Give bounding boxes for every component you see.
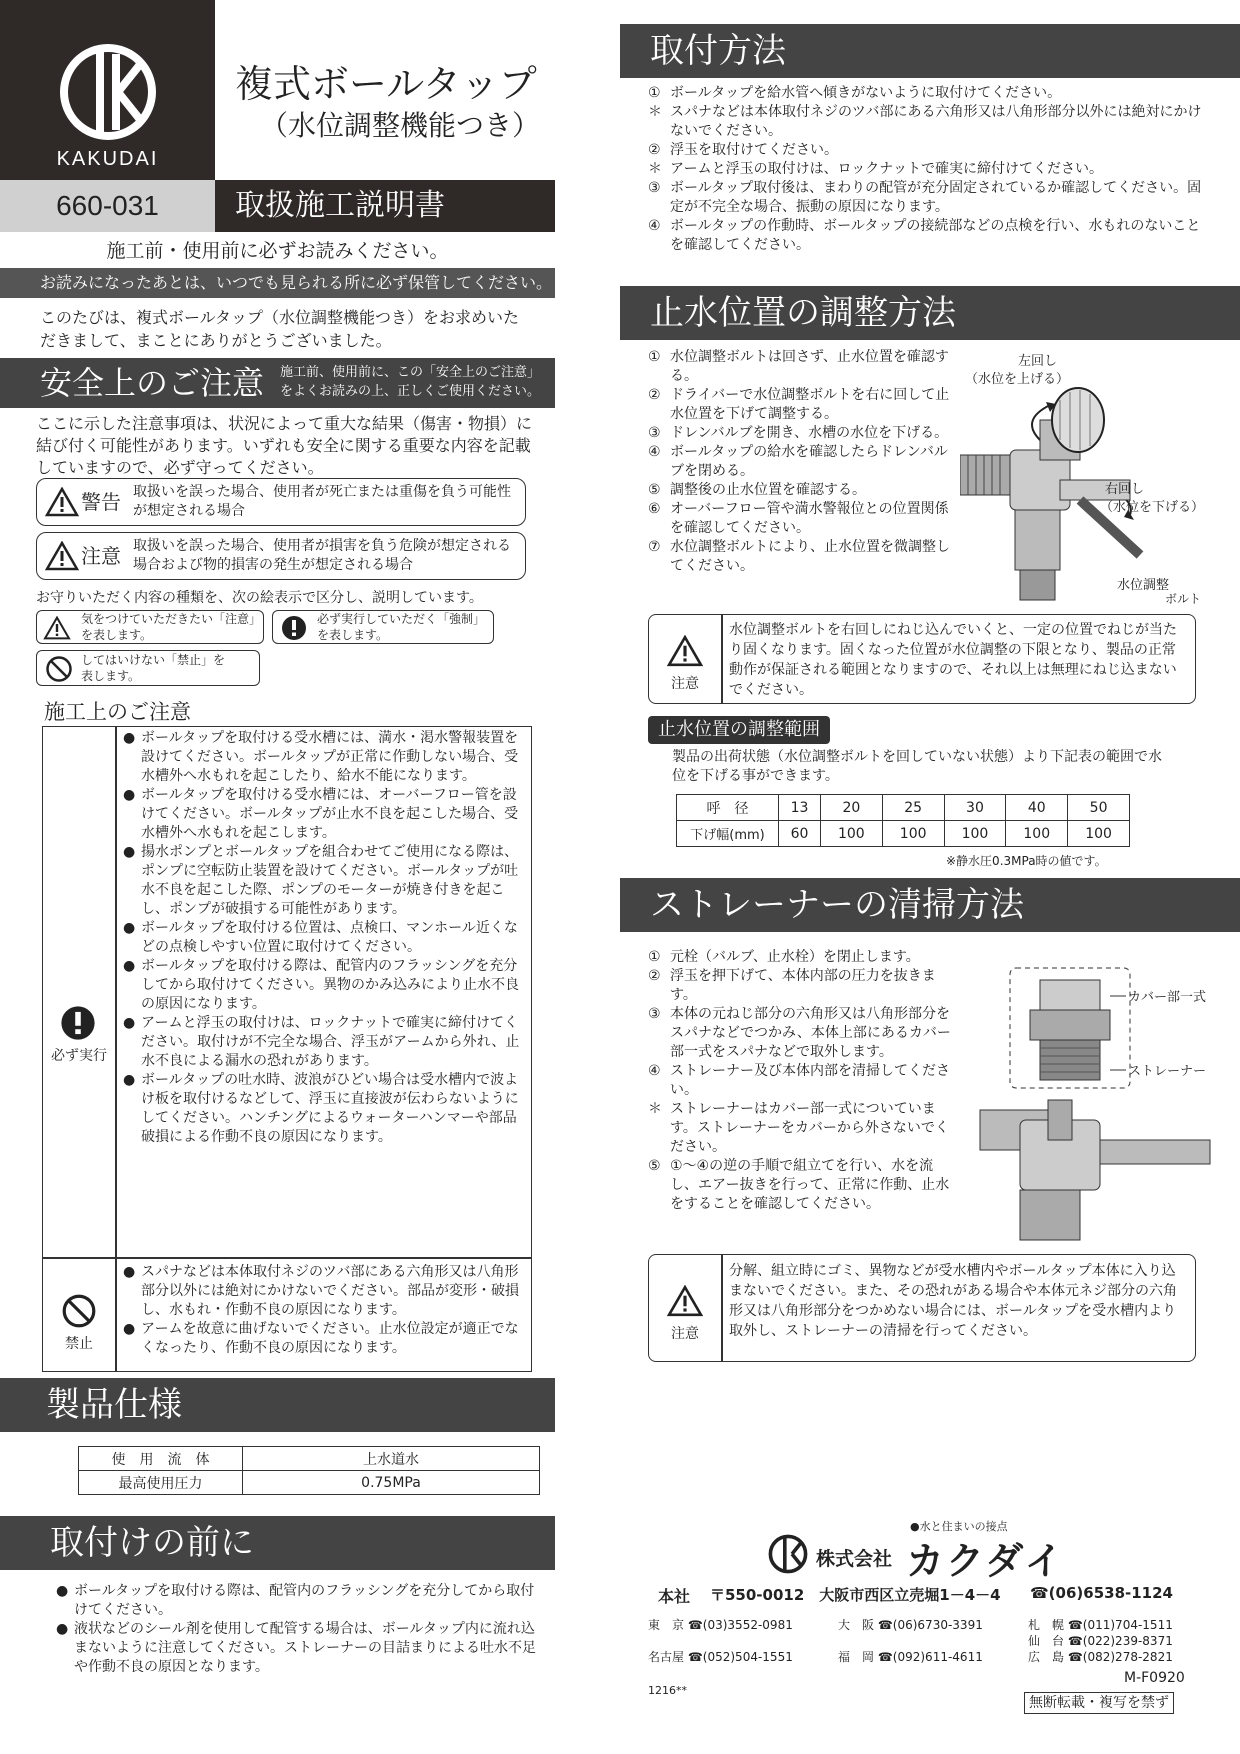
table-row [677, 821, 1130, 847]
prohibit-icon [61, 1293, 97, 1329]
range-title: 止水位置の調整範囲 [648, 716, 830, 744]
range-value: 100 [1068, 821, 1130, 847]
branch-item: 東 京 ☎(03)3552-0981 [648, 1618, 793, 1632]
strainer-title-bar [620, 878, 1240, 932]
strainer-title: ストレーナーの清掃方法 [650, 885, 1024, 925]
before-title-bar [0, 1516, 555, 1570]
construction-divider-h [43, 1257, 531, 1259]
list-item: ● スパナなどは本体取付ネジのツバ部にある六角形又は八角形部分以外には絶対にかけないでください。部品が変形・破損し、水もれ・作動不良の原因になります。 [123, 1263, 523, 1320]
caution-triangle-icon [667, 1285, 703, 1317]
fig-bolt-2: ボルト [1165, 592, 1202, 606]
caution-box [36, 532, 526, 580]
list-item: ④ ボールタップの作動時、ボールタップの接続部などの点検を行い、水もれのないことを確認してください。 [648, 218, 1201, 253]
install-title: 取付方法 [650, 31, 786, 71]
range-header-label: 呼 径 [677, 795, 779, 821]
range-value: 100 [820, 821, 882, 847]
company-name-prefix: 株式会社 [816, 1548, 893, 1570]
hq-address: 〒550-0012 大阪市西区立売堀1－4－4 [710, 1586, 1001, 1604]
hq-label: 本社 [658, 1587, 691, 1606]
company-tagline: ●水と住まいの接点 [910, 1520, 1008, 1533]
range-value: 100 [1006, 821, 1068, 847]
list-item: ③ ドレンバルブを開き、水槽の水位を下げる。 [648, 425, 949, 441]
list-item: ● ボールタップを取付ける際は、配管内のフラッシングを充分してから取付けてください。 [56, 1582, 536, 1620]
caution-text: 水位調整ボルトを右回しにねじ込んでいくと、一定の位置でねじが当たり固くなります。固くなった位置が水位調整の下限となり、製品の正常動作が保証される範囲となりますので、それ以上は無理にねじ込まないでください。 [729, 622, 1177, 698]
mandatory-icon [60, 1005, 96, 1041]
list-item: ② 浮玉を取付けてください。 [648, 142, 838, 158]
caution-label: 注意 [81, 544, 121, 568]
spec-value: 上水道水 [243, 1447, 540, 1471]
adjust-list [648, 348, 956, 576]
list-item: ③ 本体の元ねじ部分の六角形又は八角形部分をスパナなどでつかみ、本体上部にあるカバー部一式をスパナなどで取外します。 [648, 1006, 951, 1060]
safety-intro: ここに示した注意事項は、状況によって重大な結果（傷害・物損）に結び付く可能性があります。いずれも安全に関する重要な内容を記載していますので、必ず守ってください。 [36, 414, 533, 477]
fig-right-note: （水位を下げる） [1100, 500, 1205, 515]
ball-tap-valve-illustration [960, 380, 1220, 610]
list-item: ⑦ 水位調整ボルトにより、止水位置を微調整してください。 [648, 539, 950, 574]
list-item: ● 液状などのシール剤を使用して配管する場合は、ボールタップ内に流れ込まないように注意してください。ストレーナーの目詰まりによる吐水不足や作動不良の原因となります。 [56, 1620, 536, 1677]
legend-mandatory [272, 610, 494, 644]
fig-strainer-label: ストレーナー [1128, 1064, 1207, 1079]
range-size: 13 [779, 795, 821, 821]
doc-type: 取扱施工説明書 [215, 180, 555, 232]
company-name: カクダイ [906, 1539, 1065, 1583]
keep-notice: お読みになったあとは、いつでも見られる所に必ず保管してください。 [0, 268, 555, 298]
strainer-list [648, 948, 956, 1214]
table-row [79, 1447, 540, 1471]
range-size: 40 [1006, 795, 1068, 821]
range-table [676, 794, 1130, 847]
warning-text: 取扱いを誤った場合、使用者が死亡または重傷を負う可能性が想定される場合 [133, 484, 511, 519]
fig-bolt-1: 水位調整 [1117, 578, 1170, 593]
spec-table [78, 1446, 540, 1495]
branch-item: 広 島 ☎(082)278-2821 [1028, 1650, 1173, 1664]
product-subtitle: （水位調整機能つき） [260, 109, 541, 142]
before-title: 取付けの前に [50, 1523, 254, 1563]
range-value-label: 下げ幅(mm) [677, 821, 779, 847]
branch-item: 福 岡 ☎(092)611-4611 [838, 1650, 983, 1664]
list-item: ● ボールタップを取付ける受水槽には、オーバーフロー管を設けてください。ボールタップが止水不良を起こした場合、受水槽外へ水もれを起こします。 [123, 786, 523, 843]
kakudai-logo-icon [58, 42, 158, 142]
list-item: ① 水位調整ボルトは回さず、止水位置を確認する。 [648, 349, 949, 384]
list-item: ● ボールタップを取付ける際は、配管内のフラッシングを充分してから取付けてください。異物のかみ込みにより止水不良の原因になります。 [123, 957, 523, 1014]
list-item: ● アームを故意に曲げないでください。止水位設定が適正でなくなったり、作動不良の原因になります。 [123, 1320, 523, 1358]
product-title: 複式ボールタップ [235, 62, 537, 106]
list-item: ＊ アームと浮玉の取付けは、ロックナットで確実に締付けてください。 [648, 161, 1104, 177]
range-note: ※静水圧0.3MPa時の値です。 [946, 854, 1107, 868]
range-value: 60 [779, 821, 821, 847]
legend-caution-text: 気をつけていただきたい「注意」を表します。 [81, 612, 262, 642]
list-item: ⑤ ①～④の逆の手順で組立てを行い、水を流し、エアー抜きを行って、正常に作動、止水をすることを確認してください。 [648, 1158, 950, 1212]
brand-name: KAKUDAI [56, 148, 159, 170]
table-row [79, 1471, 540, 1495]
caution-label: 注意 [671, 1326, 699, 1342]
list-item: ＊ スパナなどは本体取付ネジのツバ部にある六角形又は八角形部分以外には絶対にかけないでください。 [648, 104, 1202, 139]
list-item: ③ ボールタップ取付後は、まわりの配管が充分固定されているか確認してください。固定が不完全な場合、振動の原因になります。 [648, 180, 1202, 215]
must-list [123, 729, 523, 1147]
warning-box [36, 478, 526, 526]
list-item: ① 元栓（バルブ、止水栓）を閉止します。 [648, 949, 920, 965]
legend-prohibit [36, 650, 260, 686]
list-item: ② ドライバーで水位調整ボルトを右に回して止水位置を下げて調整する。 [648, 387, 950, 422]
caution-triangle-icon [667, 635, 703, 667]
caution-triangle-icon [43, 616, 71, 640]
product-code: 660-031 [0, 180, 215, 232]
adjust-figure [960, 350, 1220, 610]
safety-title-bar [0, 358, 555, 408]
list-item: ● 揚水ポンプとボールタップを組合わせてご使用になる際は、ポンプに空転防止装置を設けてください。ボールタップが吐水不良を起こした際、ポンプのモーターが焼き付きを起こし、ポンプが破損する可能性があります。 [123, 843, 523, 919]
list-item: ● ボールタップを取付ける受水槽には、満水・渇水警報装置を設けてください。ボールタップが正常に作動しない場合、受水槽外へ水もれを起こしたり、給水不能になります。 [123, 729, 523, 786]
kakudai-logo-icon [768, 1534, 808, 1574]
warning-triangle-icon [45, 487, 79, 517]
safety-note: 施工前、使用前に、この「安全上のご注意」をよくお読みの上、正しくご使用ください。 [280, 365, 541, 399]
prohibit-list [123, 1263, 523, 1358]
range-value: 100 [944, 821, 1006, 847]
adjust-title-bar [620, 286, 1240, 340]
thanks-text: このたびは、複式ボールタップ（水位調整機能つき）をお求めいただきまして、まことにありがとうございました。 [40, 308, 520, 350]
fig-cover-label: カバー部一式 [1128, 990, 1207, 1005]
list-item: ⑤ 調整後の止水位置を確認する。 [648, 482, 866, 498]
strainer-figure [960, 960, 1220, 1250]
install-title-bar [620, 24, 1240, 78]
spec-label: 最高使用圧力 [79, 1471, 243, 1495]
adjust-title: 止水位置の調整方法 [650, 293, 956, 333]
prohibit-icon [45, 655, 73, 683]
logo-block [0, 0, 215, 180]
warning-label: 警告 [81, 490, 121, 514]
range-size: 30 [944, 795, 1006, 821]
fig-left-turn: 左回し [1018, 354, 1058, 369]
construction-divider-v [115, 727, 117, 1371]
branch-item: 名古屋 ☎(052)504-1551 [648, 1650, 793, 1664]
spec-label: 使 用 流 体 [79, 1447, 243, 1471]
must-label: 必ず実行 [51, 1048, 107, 1064]
construction-title: 施工上のご注意 [44, 700, 191, 724]
legend-intro: お守りいただく内容の種類を、次の絵表示で区分し、説明しています。 [36, 590, 483, 606]
caution-text: 取扱いを誤った場合、使用者が損害を負う危険が想定される場合および物的損害の発生が想定される場合 [133, 538, 511, 573]
list-item: ⑥ オーバーフロー管や満水警報位との位置関係を確認してください。 [648, 501, 949, 536]
table-row [677, 795, 1130, 821]
spec-title-bar [0, 1378, 555, 1432]
mandatory-icon [281, 615, 307, 641]
construction-table [42, 726, 532, 1372]
fig-right-turn: 右回し [1105, 482, 1145, 497]
safety-title: 安全上のご注意 [40, 364, 265, 402]
list-item: ② 浮玉を押下げて、本体内部の圧力を抜きます。 [648, 968, 936, 1003]
branch-item: 仙 台 ☎(022)239-8371 [1028, 1634, 1173, 1648]
list-item: ④ ストレーナー及び本体内部を清掃してください。 [648, 1063, 950, 1098]
list-item: ● アームと浮玉の取付けは、ロックナットで確実に締付けてください。取付けが不完全な場合、浮玉がアームから外れ、止水不良による漏水の恐れがあります。 [123, 1014, 523, 1071]
print-code: 1216** [648, 1684, 687, 1697]
caution-triangle-icon [45, 541, 79, 571]
before-list [56, 1582, 536, 1677]
list-item: ④ ボールタップの給水を確認したらドレンバルブを閉める。 [648, 444, 948, 479]
spec-value: 0.75MPa [243, 1471, 540, 1495]
hq-tel: ☎(06)6538-1124 [1030, 1584, 1173, 1602]
spec-title: 製品仕様 [46, 1385, 182, 1425]
list-item: ● ボールタップの吐水時、波浪がひどい場合は受水槽内で波よけ板を取付けるなどして、浮玉に直接波が伝わらないようにしてください。ハンチングによるウォーターハンマーや部品破損による作動不良の原因になります。 [123, 1071, 523, 1147]
legend-mandatory-text: 必ず実行していただく「強制」を表します。 [317, 612, 486, 642]
list-item: ① ボールタップを給水管へ傾きがないように取付けてください。 [648, 85, 1062, 101]
fig-left-note: （水位を上げる） [965, 372, 1070, 387]
range-size: 20 [820, 795, 882, 821]
range-value: 100 [882, 821, 944, 847]
install-list [648, 84, 1208, 255]
prohibit-label: 禁止 [65, 1336, 93, 1352]
caution-divider [721, 1255, 723, 1361]
read-notice: 施工前・使用前に必ずお読みください。 [106, 240, 449, 262]
strainer-caution-box [648, 1254, 1196, 1362]
legend-caution [36, 610, 264, 644]
range-text: 製品の出荷状態（水位調整ボルトを回していない状態）より下記表の範囲で水位を下げる事ができます。 [672, 749, 1162, 784]
doc-code: M-F0920 [1124, 1670, 1185, 1686]
caution-text: 分解、組立時にゴミ、異物などが受水槽内やボールタップ本体に入り込まないでください。また、その恐れがある場合や本体元ネジ部分の六角形又は八角形部分をつかめない場合には、ボールタップを受水槽内より取外し、ストレーナーの清掃を行ってください。 [729, 1263, 1177, 1339]
legend-prohibit-text: してはいけない「禁止」を表します。 [81, 653, 226, 683]
range-size: 25 [882, 795, 944, 821]
branch-item: 札 幌 ☎(011)704-1511 [1028, 1618, 1173, 1632]
copyright-notice: 無断転載・複写を禁ず [1024, 1692, 1174, 1714]
caution-divider [721, 615, 723, 703]
caution-label: 注意 [671, 676, 699, 692]
list-item: ● ボールタップを取付ける位置は、点検口、マンホール近くなどの点検しやすい位置に取付けてください。 [123, 919, 523, 957]
adjust-caution-box [648, 614, 1196, 704]
branch-item: 大 阪 ☎(06)6730-3391 [838, 1618, 983, 1632]
range-size: 50 [1068, 795, 1130, 821]
list-item: ＊ ストレーナーはカバー部一式についています。ストレーナーをカバーから外さないでください。 [648, 1101, 949, 1155]
